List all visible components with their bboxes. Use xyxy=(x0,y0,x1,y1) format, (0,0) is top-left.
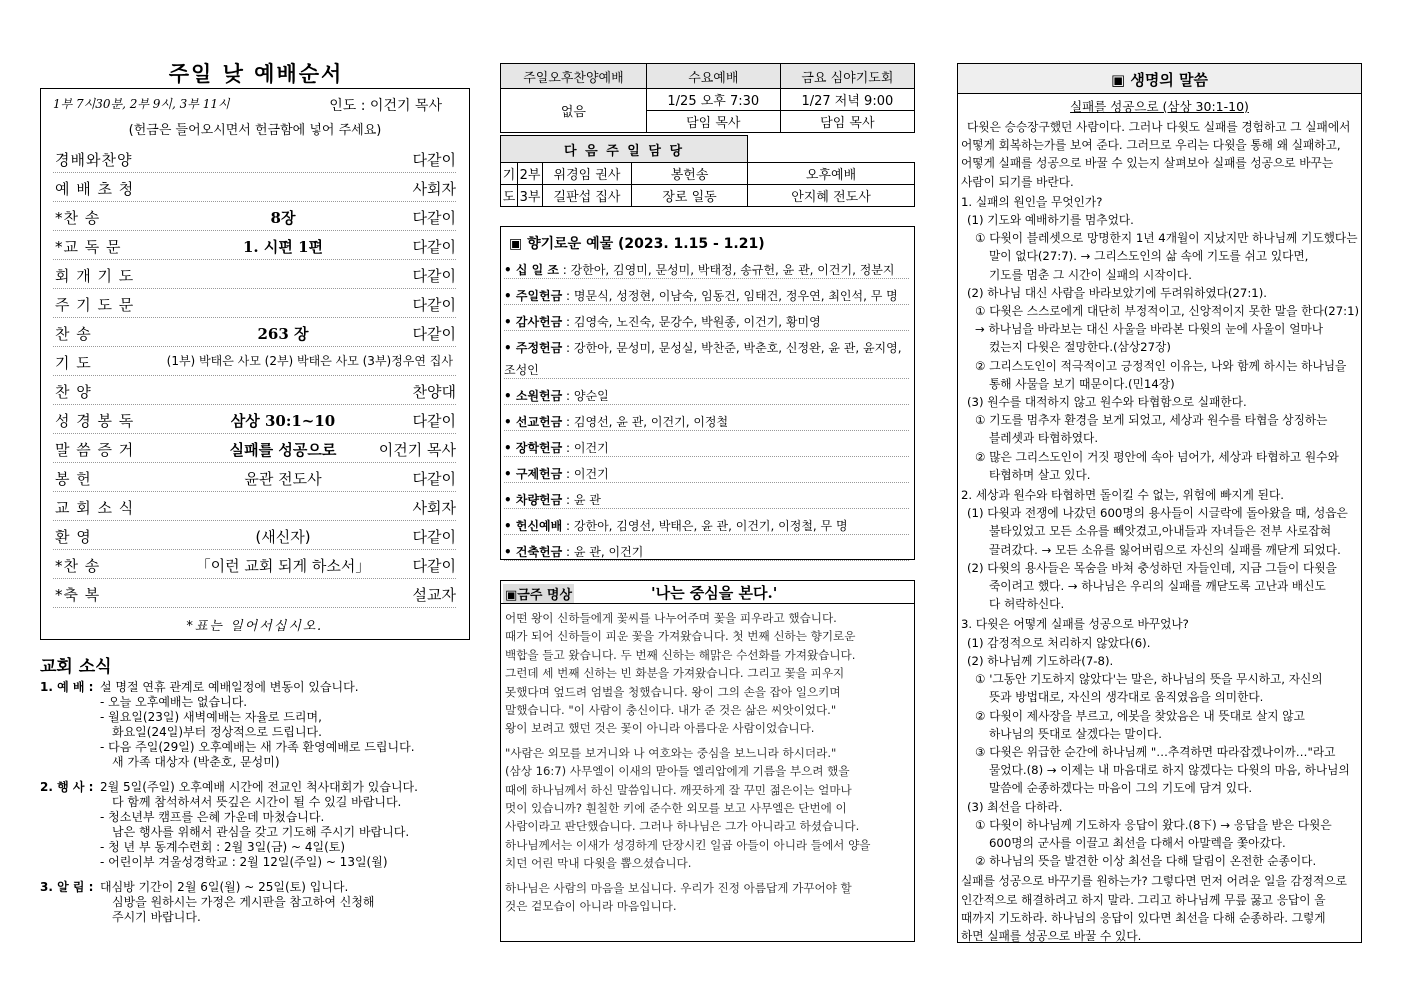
news-item-label: 2. 행 사 : xyxy=(40,780,94,794)
offering-type: • 주정헌금 xyxy=(504,341,563,355)
sermon-line: ① '그동안 기도하지 않았다'는 말은, 하나님의 뜻을 무시하고, 자신의 xyxy=(975,672,1323,687)
service-times: 1부 7시30분, 2부 9시, 3부 11시 xyxy=(53,97,230,111)
news-item xyxy=(40,880,460,925)
order-row xyxy=(53,580,456,608)
sermon-line: (2) 다윗의 용사들은 목숨을 바쳐 충성하던 자들인데, 지금 그들이 다윗을 xyxy=(967,560,1337,575)
sermon-line: 실패를 성공으로 바꾸기를 원하는가? 그렇다면 먼저 어려운 일을 감정적으로 xyxy=(961,874,1347,889)
meditation-text xyxy=(505,609,910,922)
prayer-label-bottom: 도 xyxy=(501,185,518,207)
order-item-name: 찬 양 xyxy=(55,383,92,401)
meditation-line: 하나님께서는 이새가 성경하게 단장시킨 일곱 아들이 아니라 들에서 양을 xyxy=(505,837,871,852)
order-item-person: 설교자 xyxy=(412,586,456,604)
sermon-subtitle: 실패를 성공으로 (삼상 30:1-10) xyxy=(1070,99,1249,114)
sermon-line: (1) 다윗과 전쟁에 나갔던 600명의 용사들이 시글락에 돌아왔을 때, 성읍은 xyxy=(967,506,1348,521)
sermon-line: 타협하며 살고 있다. xyxy=(989,467,1091,482)
sermon-line: 어떻게 실패를 성공으로 바꿀 수 있는지 살펴보아 실패를 성공으로 바꾸는 xyxy=(961,156,1334,171)
meditation-line: 때가 되어 신하들이 피운 꽃을 가져왔습니다. 첫 번째 신하는 향기로운 xyxy=(505,629,856,644)
order-item-name: 회 개 기 도 xyxy=(55,267,135,285)
next-week-title: 다 음 주 일 담 당 xyxy=(501,136,748,163)
news-line: 대심방 기간이 2월 6일(월) ~ 25일(토) 입니다. xyxy=(100,880,349,894)
order-item-name: *찬 송 xyxy=(55,209,101,227)
order-item-name: 기 도 xyxy=(55,354,92,372)
sermon-line: 물었다.(8) → 이제는 내 마음대로 하지 않겠다는 다윗의 마음, 하나님의 xyxy=(989,763,1350,778)
sermon-line: 말이 없다(27:7). → 그리스도인의 삶 속에 기도를 쉬고 있다면, xyxy=(989,249,1309,264)
sermon-line: 불타있었고 모든 소유를 빼앗겼고,아내들과 자녀들은 전부 사로잡혀 xyxy=(989,524,1332,539)
afternoon-none: 없음 xyxy=(501,89,647,133)
news-line: - 청 년 부 동계수련회 : 2월 3일(금) ~ 4일(토) xyxy=(100,840,346,854)
row2-afternoon: 안지혜 전도사 xyxy=(748,185,915,207)
order-item-name: 환 영 xyxy=(55,528,92,546)
sermon-line: 다윗은 승승장구했던 사람이다. 그러나 다윗도 실패를 경험하고 그 실패에서 xyxy=(967,120,1351,134)
sermon-line: ② 그리스도인이 적극적이고 긍정적인 이유는, 나와 함께 하시는 하나님을 xyxy=(975,358,1347,373)
row2-person: 길판섭 집사 xyxy=(543,185,632,207)
news-line: - 어린이부 겨울성경학교 : 2월 12일(주일) ~ 13일(월) xyxy=(100,855,388,869)
offering-row xyxy=(504,339,909,356)
header-friday-prayer: 금요 심야기도회 xyxy=(780,64,914,89)
sermon-line: 기도를 멈춘 그 시간이 실패의 시작이다. xyxy=(989,267,1192,282)
order-row xyxy=(53,377,456,405)
offering-names: : 양순일 xyxy=(562,389,609,403)
sermon-line: ① 다윗은 스스로에게 대단히 부정적이고, 신앙적이지 못한 말을 한다(27:1) xyxy=(975,304,1360,319)
news-title: 교회 소식 xyxy=(40,657,112,677)
offering-type: • 십 일 조 xyxy=(504,263,559,277)
sermon-header-title: ▣ 생명의 말씀 xyxy=(1110,71,1209,89)
news-line: 2월 5일(주일) 오후예배 시간에 전교인 척사대회가 있습니다. xyxy=(100,780,418,794)
order-item-person: 다같이 xyxy=(412,151,456,169)
church-news xyxy=(40,680,460,935)
row2-part: 3부 xyxy=(518,185,543,207)
order-row xyxy=(53,464,456,492)
order-row xyxy=(53,232,456,260)
sermon-line: 600명의 군사를 이끌고 최선을 다해서 아말렉을 쫓아갔다. xyxy=(989,835,1286,850)
news-line: 다 함께 참석하셔서 뜻깊은 시간이 될 수 있길 바랍니다. xyxy=(112,795,402,809)
meditation-header xyxy=(501,581,914,604)
order-item-detail: 삼상 30:1~10 xyxy=(230,412,336,430)
offering-row xyxy=(504,261,909,279)
sermon-line: 어떻게 회복하는가를 보여 준다. 그러므로 우리는 다윗을 통해 왜 실패하고, xyxy=(961,138,1341,153)
offering-row xyxy=(504,439,909,457)
meditation-line: 하나님은 사람의 마음을 보십니다. 우리가 진정 아름답게 가꾸어야 할 xyxy=(505,880,852,895)
news-item xyxy=(40,680,460,770)
offering-names: : 명문식, 성정현, 이남숙, 임동건, 임태건, 정우연, 최인석, 무 명 xyxy=(562,289,898,303)
offering-names: : 윤 관, 이건기 xyxy=(562,545,644,559)
order-row xyxy=(53,261,456,289)
offering-row xyxy=(504,313,909,331)
order-row xyxy=(53,145,456,173)
meditation-line: 말했습니다. "이 사람이 충신이다. 내가 준 것은 삶은 씨앗이었다." xyxy=(505,703,837,718)
offering-names: : 이건기 xyxy=(562,467,609,481)
news-line: 심방을 원하시는 가정은 게시판을 참고하여 신청해 xyxy=(112,895,375,909)
offering-names: : 강한아, 김영선, 박태은, 윤 관, 이건기, 이정철, 무 명 xyxy=(562,519,848,533)
row2-offering: 장로 일동 xyxy=(632,185,748,207)
news-line: - 월요일(23일) 새벽예배는 자율로 드리며, xyxy=(100,710,322,724)
order-row xyxy=(53,319,456,347)
order-row xyxy=(53,290,456,318)
meditation-label: ▣금주 명상 xyxy=(503,584,574,603)
offering-type: • 구제헌금 xyxy=(504,467,563,481)
order-item-name: 예 배 초 청 xyxy=(55,180,135,198)
news-line: 주시기 바랍니다. xyxy=(112,910,201,924)
meditation-line: 것은 겉모습이 아니라 마음입니다. xyxy=(505,899,677,914)
offering-row xyxy=(504,465,909,483)
worship-order-box xyxy=(40,88,470,640)
sermon-text xyxy=(961,118,1359,945)
friday-time: 1/27 저녁 9:00 xyxy=(780,89,914,111)
meditation-line: 때에 하나님께서 하신 말씀입니다. 깨끗하게 잘 꾸민 젊은이는 얼마나 xyxy=(505,782,852,797)
sermon-line: ② 다윗이 제사장을 부르고, 에봇을 찾았음은 내 뜻대로 살지 않고 xyxy=(975,708,1305,723)
sermon-line: ① 다윗이 하나님께 기도하자 응답이 왔다.(8下) → 응답을 받은 다윗은 xyxy=(975,817,1332,832)
offering-row xyxy=(504,361,909,379)
offering-box xyxy=(500,226,915,560)
sermon-line: 사람이 되기를 바란다. xyxy=(961,174,1074,189)
sermon-line: ③ 다윗은 위급한 순간에 하나님께 "…추격하면 따라잡겠나이까…"라고 xyxy=(975,744,1336,759)
service-leader: 인도 : 이건기 목사 xyxy=(329,98,442,114)
order-item-person: 이건기 목사 xyxy=(378,441,456,459)
wednesday-time: 1/25 오후 7:30 xyxy=(646,89,780,111)
offering-type: • 헌신예배 xyxy=(504,519,563,533)
meditation-line: 사람이라고 판단했습니다. 그러나 하나님은 그가 아니라고 하셨습니다. xyxy=(505,819,860,834)
next-week-table xyxy=(500,135,915,207)
meditation-line: 왕이 보려고 했던 것은 꽃이 아니라 아름다운 사람이었습니다. xyxy=(505,721,815,736)
row1-part: 2부 xyxy=(518,163,543,185)
offering-row xyxy=(504,491,909,509)
order-item-detail: 「이런 교회 되게 하소서」 xyxy=(195,557,371,575)
sermon-line: 뜻과 방법대로, 자신의 생각대로 움직였음을 의미한다. xyxy=(989,690,1264,705)
sermon-line: 때까지 기도하라. 하나님의 응답이 있다면 최선을 다해 순종하라. 그렇게 xyxy=(961,910,1326,925)
order-item-person: 사회자 xyxy=(412,180,456,198)
news-item-body xyxy=(100,880,460,925)
order-row xyxy=(53,522,456,550)
meditation-line: 어떤 왕이 신하들에게 꽃씨를 나누어주며 꽃을 피우라고 했습니다. xyxy=(505,611,837,625)
meditation-line: 멋이 있습니까? 훤칠한 키에 준수한 외모를 보고 사무엘은 단번에 이 xyxy=(505,801,847,816)
order-item-person: 찬양대 xyxy=(412,383,456,401)
sermon-line: (3) 최선을 다하라. xyxy=(967,799,1063,814)
sermon-line: (1) 기도와 예배하기를 멈추었다. xyxy=(967,213,1134,228)
order-item-name: 교 회 소 식 xyxy=(55,499,135,517)
order-item-person: 다같이 xyxy=(412,470,456,488)
stand-footnote: *표는 일어서십시오. xyxy=(186,619,324,634)
order-item-name: 말 씀 증 거 xyxy=(55,441,135,459)
order-row xyxy=(53,406,456,434)
offering-names: 조성인 xyxy=(504,363,539,377)
sermon-line: 인간적으로 해결하려고 하지 말라. 그리고 하나님께 무릎 꿇고 응답이 올 xyxy=(961,892,1326,907)
order-item-person: 다같이 xyxy=(412,557,456,575)
news-item-body xyxy=(100,780,460,870)
order-item-name: 봉 헌 xyxy=(55,470,92,488)
offering-row xyxy=(504,413,909,431)
row1-person: 위경임 권사 xyxy=(543,163,632,185)
service-times-line xyxy=(53,95,458,112)
order-item-name: *찬 송 xyxy=(55,557,101,575)
sermon-line: (3) 원수를 대적하지 않고 원수와 타협함으로 실패한다. xyxy=(967,395,1247,410)
order-item-person: 다같이 xyxy=(412,267,456,285)
meditation-line: 그런데 세 번째 신하는 빈 화분을 가져왔습니다. 그리고 꽃을 피우지 xyxy=(505,666,845,681)
news-item-body xyxy=(100,680,460,770)
offering-type: • 건축헌금 xyxy=(504,545,563,559)
offering-names: : 이건기 xyxy=(562,441,609,455)
offering-type: • 차량헌금 xyxy=(504,493,563,507)
news-item xyxy=(40,780,460,870)
news-line: - 오늘 오후예배는 없습니다. xyxy=(100,695,248,709)
sermon-line: (2) 하나님께 기도하라(7-8). xyxy=(967,653,1114,668)
order-row xyxy=(53,348,456,376)
offering-row xyxy=(504,517,909,535)
meditation-line: 못했다며 엎드려 엄벌을 청했습니다. 왕이 그의 손을 잡아 일으키며 xyxy=(505,684,841,699)
sermon-line: 하나님의 뜻대로 살겠다는 말이다. xyxy=(989,726,1162,741)
offering-type: • 소원헌금 xyxy=(504,389,563,403)
sermon-line: ① 다윗이 블레셋으로 망명한지 1년 4개월이 지났지만 하나님께 기도했다는 xyxy=(975,231,1358,246)
sermon-box xyxy=(957,63,1362,943)
header-afternoon-worship: 주일오후찬양예배 xyxy=(501,64,647,89)
sermon-line: ② 하나님의 뜻을 발견한 이상 최선을 다해 달림이 온전한 순종이다. xyxy=(975,854,1317,869)
order-item-detail: (1부) 박태은 사모 (2부) 박태은 사모 (3부)정우연 집사 xyxy=(166,354,453,368)
meditation-paragraph xyxy=(505,744,910,873)
news-line: - 청소년부 캠프를 은혜 가운데 마쳤습니다. xyxy=(100,810,325,824)
order-row xyxy=(53,493,456,521)
news-line: 남은 행사를 위해서 관심을 갖고 기도해 주시기 바랍니다. xyxy=(112,825,410,839)
sermon-line: 말씀에 순종하겠다는 마음이 그의 기도에 담겨 있다. xyxy=(989,781,1253,796)
offering-names: : 강한아, 김영미, 문성미, 박태정, 송규헌, 윤 관, 이건기, 정분지 xyxy=(558,263,895,277)
sermon-line: (1) 감정적으로 처리하지 않았다(6). xyxy=(967,635,1151,650)
meditation-paragraph xyxy=(505,609,910,738)
sermon-line: 하면 실패를 성공으로 바꿀 수 있다. xyxy=(961,928,1142,943)
friday-preacher: 담임 목사 xyxy=(780,111,914,133)
order-row xyxy=(53,435,456,463)
sermon-header xyxy=(958,64,1361,94)
sermon-line: 블레셋과 타협하였다. xyxy=(989,431,1099,446)
sermon-line: 3. 다윗은 어떻게 실패를 성공으로 바꾸었나? xyxy=(961,617,1189,632)
sermon-line: ② 많은 그리스도인이 거짓 평안에 속아 넘어가, 세상과 타협하고 원수와 xyxy=(975,449,1339,464)
order-item-detail: 1. 시편 1편 xyxy=(242,238,323,256)
sermon-line: ① 기도를 멈추자 환경을 보게 되었고, 세상과 원수를 타협을 상징하는 xyxy=(975,413,1328,428)
order-item-person: 다같이 xyxy=(412,325,456,343)
header-wednesday-worship: 수요예배 xyxy=(646,64,780,89)
sermon-line: 끌려갔다. → 모든 소유를 잃어버림으로 자신의 실패를 깨닫게 되었다. xyxy=(989,542,1341,557)
offering-names: : 김영선, 윤 관, 이건기, 이정철 xyxy=(562,415,729,429)
sermon-line: → 하나님을 바라보는 대신 사울을 바라본 다윗의 눈에 사울이 얼마나 xyxy=(975,322,1324,337)
news-item-label: 1. 예 배 : xyxy=(40,680,94,694)
meditation-line: 백합을 들고 왔습니다. 두 번째 신하는 해맑은 수선화를 가져왔습니다. xyxy=(505,647,856,662)
offering-type: • 감사헌금 xyxy=(504,315,563,329)
order-item-name: 찬 송 xyxy=(55,325,92,343)
order-item-name: *축 복 xyxy=(55,586,101,604)
prayer-label-top: 기 xyxy=(501,163,518,185)
offering-names: : 윤 관 xyxy=(562,493,601,507)
sermon-line: 다 허락하신다. xyxy=(989,597,1065,612)
order-item-person: 다같이 xyxy=(412,296,456,314)
order-item-detail: 8장 xyxy=(270,209,296,227)
row1-offering: 봉헌송 xyxy=(632,163,748,185)
order-item-person: 다같이 xyxy=(412,209,456,227)
meditation-line: (삼상 16:7) 사무엘이 이새의 맏아들 엘리압에게 기름을 부으려 했을 xyxy=(505,764,850,779)
news-line: 화요일(24일)부터 정상적으로 드립니다. xyxy=(112,725,322,739)
offering-row xyxy=(504,287,909,305)
order-item-detail: 263 장 xyxy=(257,325,309,343)
offering-type: • 장학헌금 xyxy=(504,441,563,455)
order-item-detail: (새신자) xyxy=(255,528,311,546)
sermon-line: 컸는지 다윗은 절망한다.(삼상27장) xyxy=(989,340,1171,355)
row1-afternoon: 오후예배 xyxy=(748,163,915,185)
order-item-name: 경배와찬양 xyxy=(55,151,133,169)
order-row xyxy=(53,551,456,579)
news-line: - 다음 주일(29일) 오후예배는 새 가족 환영예배로 드립니다. xyxy=(100,740,415,754)
order-item-name: *교 독 문 xyxy=(55,238,122,256)
offering-note: (헌금은 들어오시면서 헌금함에 넣어 주세요) xyxy=(128,123,382,138)
order-item-person: 다같이 xyxy=(412,412,456,430)
order-title: 주일 낮 예배순서 xyxy=(168,62,344,86)
order-item-name: 성 경 봉 독 xyxy=(55,412,135,430)
meditation-paragraph xyxy=(505,879,910,916)
meditation-title: '나는 중심을 본다.' xyxy=(651,584,778,602)
order-item-name: 주 기 도 문 xyxy=(55,296,135,314)
meditation-line: "사람은 외모를 보거니와 나 여호와는 중심을 보느니라 하시더라." xyxy=(505,745,837,760)
order-item-detail: 실패를 성공으로 xyxy=(229,441,337,459)
news-line: 새 가족 대상자 (박춘호, 문성미) xyxy=(112,755,280,769)
offering-title: ▣ 향기로운 예물 (2023. 1.15 - 1.21) xyxy=(509,236,765,252)
order-item-detail: 윤관 전도사 xyxy=(244,470,322,488)
sermon-line: 2. 세상과 원수와 타협하면 돌이킬 수 없는, 위험에 빠지게 된다. xyxy=(961,488,1284,503)
sermon-line: (2) 하나님 대신 사람을 바라보았기에 두려워하였다(27:1). xyxy=(967,285,1268,300)
offering-row xyxy=(504,543,909,561)
order-row xyxy=(53,174,456,202)
offering-row xyxy=(504,387,909,405)
offering-type: • 주일헌금 xyxy=(504,289,563,303)
wednesday-preacher: 담임 목사 xyxy=(646,111,780,133)
sermon-line: 죽이려고 했다. → 하나님은 우리의 실패를 깨닫도록 고난과 배신도 xyxy=(989,579,1326,594)
meditation-line: 치던 어린 막내 다윗을 뽑으셨습니다. xyxy=(505,856,692,871)
sermon-line: 1. 실패의 원인을 무엇인가? xyxy=(961,194,1103,209)
offering-type: • 선교헌금 xyxy=(504,415,563,429)
sermon-line: 통해 사물을 보기 때문이다.(민14장) xyxy=(989,376,1175,391)
order-item-person: 다같이 xyxy=(412,528,456,546)
order-item-person: 다같이 xyxy=(412,238,456,256)
meditation-box xyxy=(500,580,915,942)
order-item-person: 사회자 xyxy=(412,499,456,517)
order-row xyxy=(53,203,456,231)
offering-names: : 김영숙, 노진숙, 문강수, 박원종, 이건기, 황미영 xyxy=(562,315,821,329)
news-item-label: 3. 알 림 : xyxy=(40,880,94,894)
news-line: 설 명절 연휴 관계로 예배일정에 변동이 있습니다. xyxy=(100,680,359,694)
services-table xyxy=(500,63,915,133)
offering-names: : 강한아, 문성미, 문성실, 박찬준, 박춘호, 신정완, 윤 관, 윤지영, xyxy=(562,341,902,355)
